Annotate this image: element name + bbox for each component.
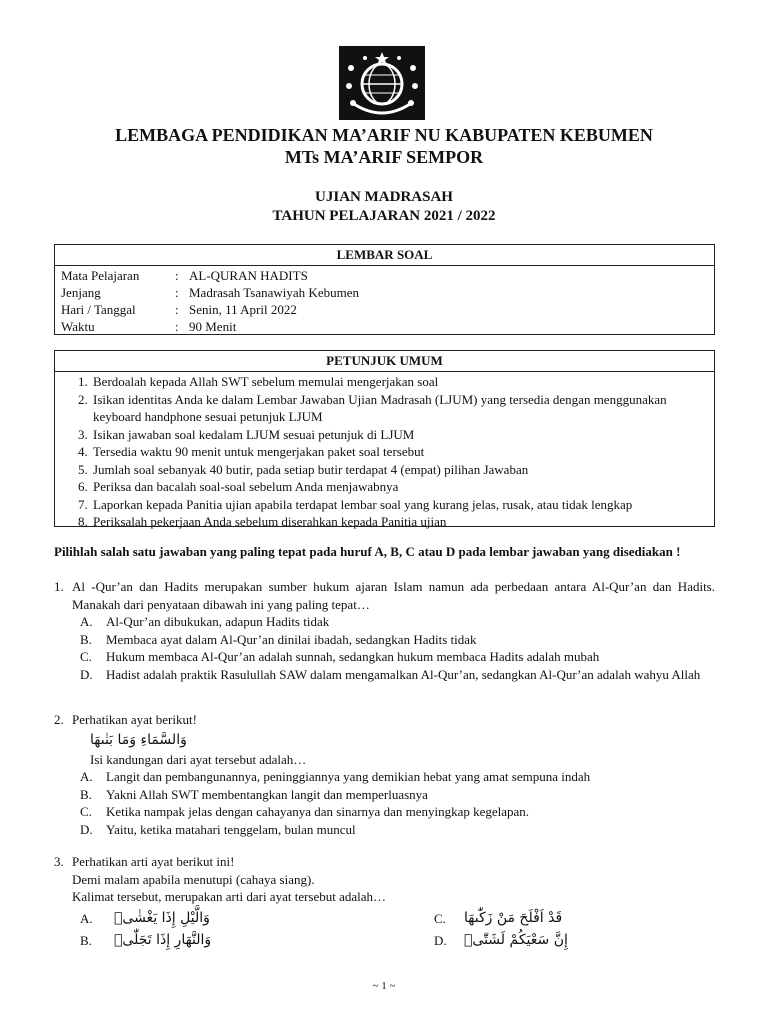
info-row	[55, 301, 714, 318]
info-label: Hari / Tanggal	[61, 302, 136, 317]
answer-option	[434, 910, 562, 928]
info-value: AL-QURAN HADITS	[189, 268, 308, 283]
option-letter: B.	[80, 932, 92, 948]
info-row	[55, 284, 714, 301]
option-letter: B.	[80, 786, 92, 802]
info-value: Madrasah Tsanawiyah Kebumen	[189, 285, 359, 300]
answer-option	[54, 631, 715, 649]
option-text: Membaca ayat dalam Al-Qur’an dinilai ibadah, sedangkan Hadits tidak	[106, 631, 477, 647]
option-letter: A.	[80, 769, 93, 784]
lembar-soal-box	[54, 244, 715, 335]
answer-option	[54, 768, 715, 786]
info-colon: :	[175, 285, 179, 300]
option-letter: A.	[80, 614, 93, 629]
option-letter: A.	[80, 910, 93, 926]
question-number: 1.	[54, 579, 64, 594]
option-letter: C.	[80, 649, 92, 664]
option-text: Yaitu, ketika matahari tenggelam, bulan muncul	[106, 821, 356, 837]
question-text: Perhatikan ayat berikut!	[72, 712, 197, 727]
petunjuk-umum-title: PETUNJUK UMUM	[55, 351, 714, 372]
school-name: MTs MA’ARIF SEMPOR	[284, 147, 484, 167]
answer-option	[54, 786, 715, 804]
instruction-item: 5. Jumlah soal sebanyak 40 butir, pada setiap butir terdapat 4 (empat) pilihan Jawaban	[91, 461, 714, 479]
question-text: Al -Qur’an dan Hadits merupakan sumber hukum ajaran Islam namun ada perbedaan antara Al-Qur’an dan Hadits. Manakah dari penyataan dibawah ini yang paling tepat…	[72, 579, 715, 612]
option-letter: D.	[80, 666, 93, 682]
lembar-soal-title: LEMBAR SOAL	[55, 245, 714, 266]
institution-name: LEMBAGA PENDIDIKAN MA’ARIF NU KABUPATEN KEBUMEN	[115, 125, 653, 145]
option-text: Hadist adalah praktik Rasulullah SAW dalam mengamalkan Al-Qur’an, sedangkan Al-Qur’an adalah wahyu Allah	[106, 666, 701, 682]
option-arabic: قَدْ اَفْلَحَ مَنْ زَكّٰىهَا	[464, 909, 563, 926]
info-colon: :	[175, 268, 179, 283]
petunjuk-umum-box	[54, 350, 715, 527]
question-3	[54, 853, 715, 956]
option-letter: D.	[80, 821, 93, 837]
arabic-options-grid	[54, 906, 715, 956]
info-label: Jenjang	[61, 285, 101, 300]
option-text: Al-Qur’an dibukukan, adapun Hadits tidak	[106, 614, 330, 629]
instruction-item: 8. Periksalah pekerjaan Anda sebelum diserahkan kepada Panitia ujian	[91, 513, 714, 531]
instruction-item: 3. Isikan jawaban soal kedalam LJUM sesuai petunjuk di LJUM	[91, 426, 714, 444]
answer-option	[54, 821, 715, 839]
instruction-item: 2. Isikan identitas Anda ke dalam Lembar Jawaban Ujian Madrasah (LJUM) yang tersedia dengan menggunakan keyboard handphone sesuai petunjuk LJUM	[91, 391, 714, 426]
option-text: Langit dan pembangunannya, peninggiannya yang demikian hebat yang amat sempuna indah	[106, 769, 591, 784]
instruction-item: 4. Tersedia waktu 90 menit untuk mengerjakan paket soal tersebut	[91, 443, 714, 461]
answer-option	[80, 932, 211, 950]
info-row	[55, 318, 714, 335]
option-letter: B.	[80, 631, 92, 647]
question-number: 3.	[54, 854, 64, 869]
answer-option	[54, 666, 715, 684]
instruction-item: 7. Laporkan kepada Panitia ujian apabila terdapat lembar soal yang kurang jelas, rusak, atau tidak lengkap	[91, 496, 714, 514]
info-value: Senin, 11 April 2022	[189, 302, 297, 317]
option-arabic: إِنَّ سَعْيَكُمْ لَشَتّٰىۗ	[464, 931, 568, 948]
option-letter: C.	[80, 804, 92, 819]
info-row	[55, 267, 714, 284]
instruction-list	[55, 373, 714, 531]
info-colon: :	[175, 302, 179, 317]
question-number: 2.	[54, 712, 64, 727]
info-colon: :	[175, 319, 179, 334]
instruction-intro: Pilihlah salah satu jawaban yang paling tepat pada huruf A, B, C atau D pada lembar jawaban yang disediakan !	[54, 544, 681, 559]
question-prompt: Kalimat tersebut, merupakan arti dari ayat tersebut adalah…	[72, 889, 387, 904]
answer-option	[80, 910, 210, 928]
option-letter: D.	[434, 932, 447, 948]
instruction-item: 6. Periksa dan bacalah soal-soal sebelum Anda menjawabnya	[91, 478, 714, 496]
exam-title: UJIAN MADRASAH	[315, 189, 453, 205]
nu-logo	[339, 46, 425, 120]
arabic-verse-row	[54, 729, 715, 751]
answer-option	[54, 613, 715, 631]
option-text: Hukum membaca Al-Qur’an adalah sunnah, sedangkan hukum membaca Hadits adalah mubah	[106, 649, 600, 664]
question-2	[54, 711, 715, 838]
arabic-verse: وَالسَّمَاءِ وَمَا بَنٰىهَا	[90, 731, 187, 748]
info-label: Waktu	[61, 319, 95, 334]
question-translation: Demi malam apabila menutupi (cahaya siang).	[72, 871, 315, 887]
option-arabic: وَالَّيْلِ إِذَا يَغْشٰىۙ	[114, 909, 210, 926]
option-arabic: وَالنَّهَارِ إِذَا تَجَلّٰىۙ	[114, 931, 212, 948]
answer-option	[54, 803, 715, 821]
option-letter: C.	[434, 910, 446, 926]
answer-option	[434, 932, 568, 950]
question-1	[54, 578, 715, 683]
page-number: ~ 1 ~	[372, 980, 396, 992]
info-value: 90 Menit	[189, 319, 237, 334]
option-text: Yakni Allah SWT membentangkan langit dan memperluasnya	[106, 786, 428, 802]
info-label: Mata Pelajaran	[61, 268, 140, 283]
instruction-item: 1. Berdoalah kepada Allah SWT sebelum memulai mengerjakan soal	[91, 373, 714, 391]
option-text: Ketika nampak jelas dengan cahayanya dan sinarnya dan menyingkap kegelapan.	[106, 804, 530, 819]
answer-option	[54, 648, 715, 666]
school-year: TAHUN PELAJARAN 2021 / 2022	[272, 208, 496, 224]
question-subtext: Isi kandungan dari ayat tersebut adalah…	[90, 751, 307, 767]
question-text: Perhatikan arti ayat berikut ini!	[72, 854, 235, 869]
